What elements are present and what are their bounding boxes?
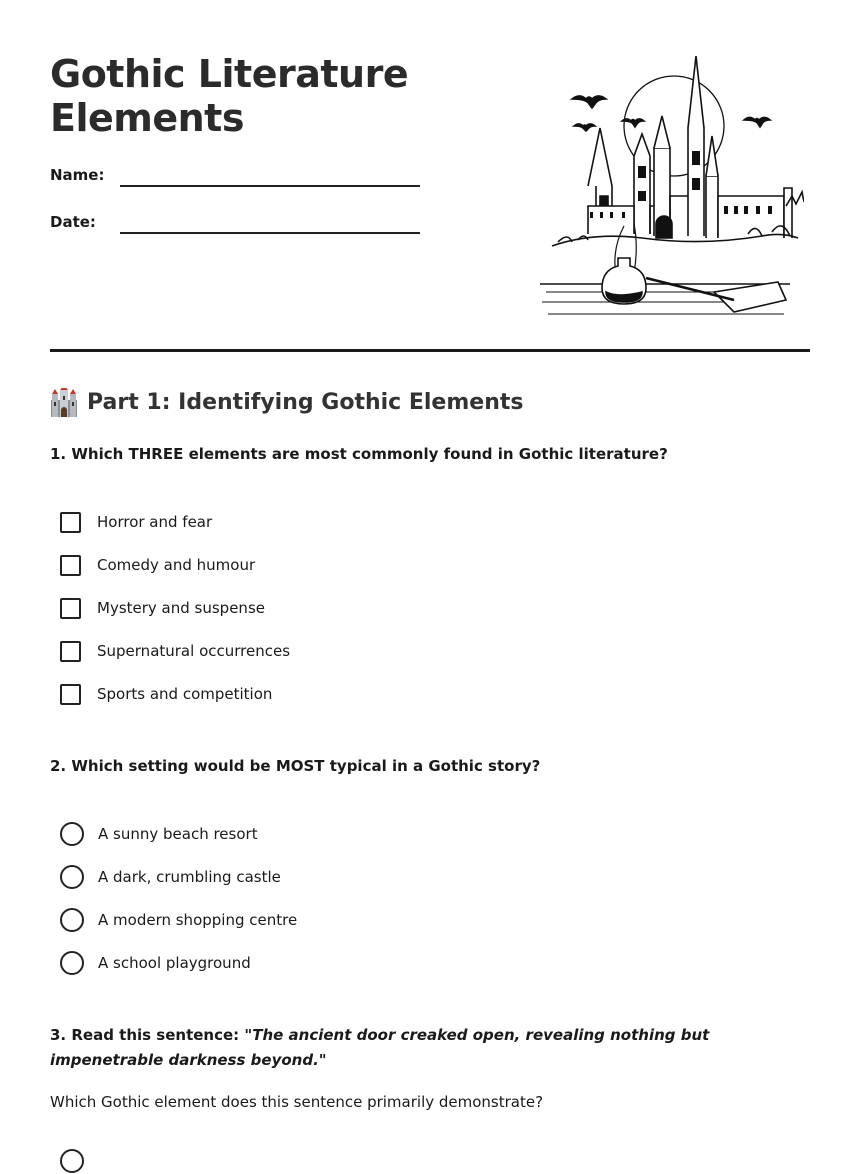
gothic-castle-inkwell-illustration <box>538 56 804 330</box>
q2-option-4[interactable] <box>60 950 251 976</box>
radio-button[interactable] <box>60 822 84 846</box>
name-line[interactable] <box>120 185 420 187</box>
option-label: A school playground <box>98 954 251 972</box>
question-3-followup: Which Gothic element does this sentence primarily demonstrate? <box>50 1093 544 1111</box>
radio-button[interactable] <box>60 908 84 932</box>
checkbox[interactable] <box>60 684 81 705</box>
checkbox[interactable] <box>60 641 81 662</box>
date-label: Date: <box>50 213 96 231</box>
name-field[interactable] <box>50 165 430 195</box>
header-divider <box>50 349 810 352</box>
title-line-1: Gothic Literature <box>50 52 409 96</box>
worksheet-title <box>50 52 480 140</box>
part1-heading <box>50 388 523 418</box>
option-label: Comedy and humour <box>97 556 256 574</box>
q1-option-2[interactable] <box>60 552 255 578</box>
option-label: A sunny beach resort <box>98 825 258 843</box>
question-1-prompt: 1. Which THREE elements are most commonly found in Gothic literature? <box>50 445 668 463</box>
part1-heading-text: Part 1: Identifying Gothic Elements <box>87 390 524 415</box>
castle-icon <box>50 388 78 418</box>
radio-button[interactable] <box>60 951 84 975</box>
q1-option-3[interactable] <box>60 595 265 621</box>
radio-button[interactable] <box>60 1149 84 1173</box>
option-label: A modern shopping centre <box>98 911 298 929</box>
question-3-quote: "The ancient door creaked open, revealing nothing but impenetrable darkness beyond." <box>50 1026 710 1069</box>
checkbox[interactable] <box>60 598 81 619</box>
q1-option-4[interactable] <box>60 638 290 664</box>
title-line-2: Elements <box>50 96 244 140</box>
question-3-prompt <box>50 1023 810 1073</box>
date-field[interactable] <box>50 212 430 242</box>
date-line[interactable] <box>120 232 420 234</box>
q3-option-1[interactable] <box>60 1148 98 1174</box>
radio-button[interactable] <box>60 865 84 889</box>
option-label: A dark, crumbling castle <box>98 868 281 886</box>
q1-option-5[interactable] <box>60 681 272 707</box>
q2-option-3[interactable] <box>60 907 297 933</box>
name-label: Name: <box>50 166 105 184</box>
question-3-lead: 3. Read this sentence: <box>50 1026 240 1044</box>
checkbox[interactable] <box>60 555 81 576</box>
question-2-prompt: 2. Which setting would be MOST typical in a Gothic story? <box>50 757 541 775</box>
q2-option-1[interactable] <box>60 821 258 847</box>
q2-option-2[interactable] <box>60 864 281 890</box>
option-label: Horror and fear <box>97 513 213 531</box>
option-label: Mystery and suspense <box>97 599 265 617</box>
option-label: Supernatural occurrences <box>97 642 291 660</box>
option-label: Sports and competition <box>97 685 273 703</box>
q1-option-1[interactable] <box>60 509 212 535</box>
checkbox[interactable] <box>60 512 81 533</box>
